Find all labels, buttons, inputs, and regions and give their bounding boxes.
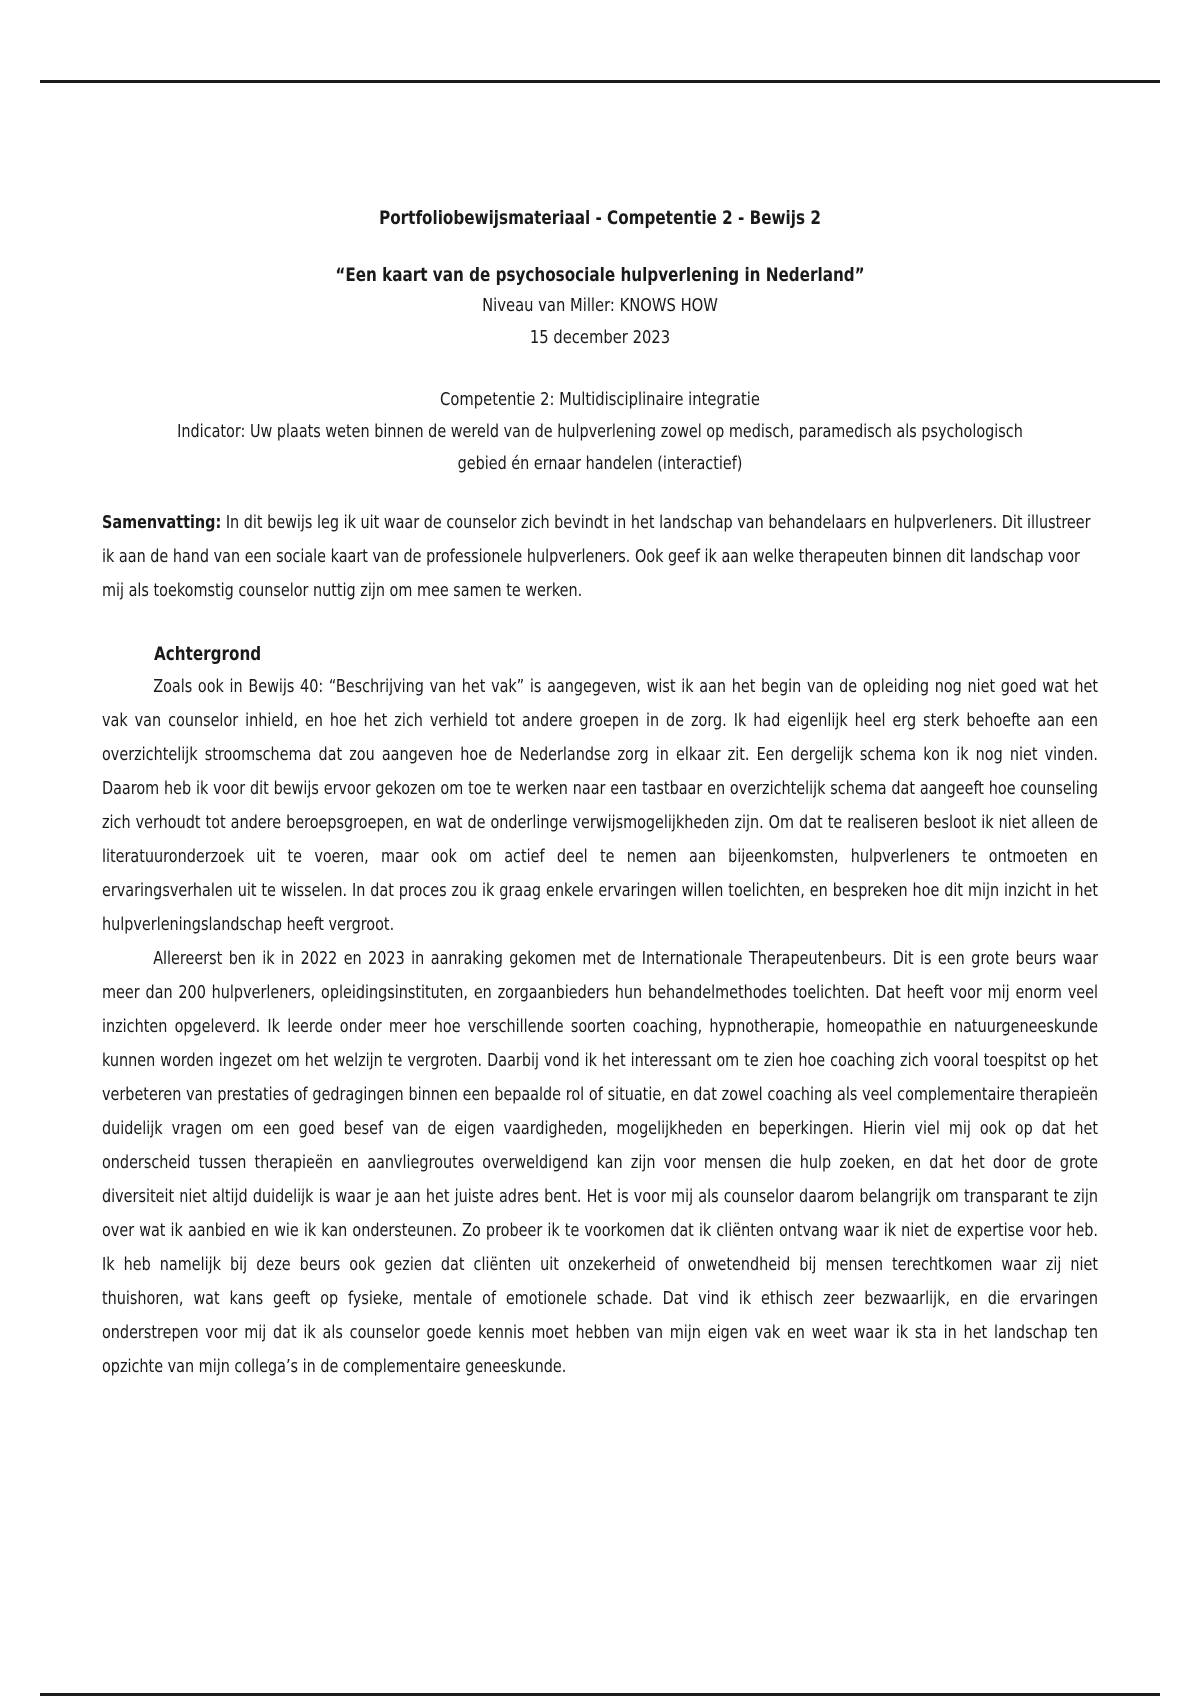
bottom-divider [40, 1693, 1160, 1696]
summary-text: In dit bewijs leg ik uit waar de counselor zich bevindt in het landschap van behandelaars en hulpverleners. Dit illustreer ik aan de hand van een sociale kaart van de professionele hulpverleners. Ook geef ik aan welke therapeuten binnen dit landschap voor mij als toekomstig counselor nuttig zijn om mee samen te werken. [102, 512, 1091, 601]
document-date: 15 december 2023 [529, 327, 671, 348]
miller-level: Niveau van Miller: KNOWS HOW [482, 295, 718, 316]
top-divider [40, 80, 1160, 83]
body-paragraph-2: Allereerst ben ik in 2022 en 2023 in aanraking gekomen met de Internationale Therapeutenbeurs. Dit is een grote beurs waar meer dan 200 hulpverleners, opleidingsinstituten, en zorgaanbieders hun behandelmethodes toelichten. Dat heeft voor mij enorm veel inzichten opgeleverd. Ik leerde onder meer hoe verschillende soorten coaching, hypnotherapie, homeopathie en natuurgeneeskunde kunnen worden ingezet om het welzijn te vergroten. Daarbij vond ik het interessant om te zien hoe coaching zich vooral toespitst op het verbeteren van prestaties of gedragingen binnen een bepaalde rol of situatie, en dat zowel coaching als veel complementaire therapieën duidelijk vragen om een goed besef van de eigen vaardigheden, mogelijkheden en beperkingen. Hierin viel mij ook op dat het onderscheid tussen therapieën en aanvliegroutes overweldigend kan zijn voor mensen die hulp zoeken, en dat het door de grote diversiteit niet altijd duidelijk is waar je aan het juiste adres bent. Het is voor mij als counselor daarom belangrijk om transparant te zijn over wat ik aanbied en wie ik kan ondersteunen. Zo probeer ik te voorkomen dat ik cliënten ontvang waar ik niet de expertise voor heb. Ik heb namelijk bij deze beurs ook gezien dat cliënten uit onzekerheid of onwetendheid bij mensen terechtkomen waar zij niet thuishoren, wat kans geeft op fysieke, mentale of emotionele schade. Dat vind ik ethisch zeer bezwaarlijk, en die ervaringen onderstrepen voor mij dat ik als counselor goede kennis moet hebben van mijn eigen vak en weet waar ik sta in het landschap ten opzichte van mijn collega’s in de complementaire geneeskunde. [102, 948, 1098, 1377]
indicator-line: Indicator: Uw plaats weten binnen de wereld van de hulpverlening zowel op medisch, paramedisch als psychologisch gebied én ernaar handelen (interactief) [177, 421, 1023, 474]
summary-paragraph [102, 506, 1094, 608]
section-heading-background: Achtergrond [154, 643, 262, 665]
document-subtitle: “Een kaart van de psychosociale hulpverlening in Nederland” [335, 264, 865, 286]
document-title: Portfoliobewijsmateriaal - Competentie 2 - Bewijs 2 [379, 207, 821, 229]
document-body [102, 203, 1098, 1384]
body-paragraph-1: Zoals ook in Bewijs 40: “Beschrijving van het vak” is aangegeven, wist ik aan het begin van de opleiding nog niet goed wat het vak van counselor inhield, en hoe het zich verhield tot andere groepen in de zorg. Ik had eigenlijk heel erg sterk behoefte aan een overzichtelijk stroomschema dat zou aangeven hoe de Nederlandse zorg in elkaar zit. Een dergelijk schema kon ik nog niet vinden. Daarom heb ik voor dit bewijs ervoor gekozen om toe te werken naar een tastbaar en overzichtelijk schema dat aangeeft hoe counseling zich verhoudt tot andere beroepsgroepen, en wat de onderlinge verwijsmogelijkheden zijn. Om dat te realiseren besloot ik niet alleen de literatuuronderzoek uit te voeren, maar ook om actief deel te nemen aan bijeenkomsten, hulpverleners te ontmoeten en ervaringsverhalen uit te wisselen. In dat proces zou ik graag enkele ervaringen willen toelichten, en bespreken hoe dit mijn inzicht in het hulpverleningslandschap heeft vergroot. [102, 676, 1098, 935]
competence-line: Competentie 2: Multidisciplinaire integratie [440, 389, 760, 410]
summary-label: Samenvatting: [102, 512, 222, 533]
